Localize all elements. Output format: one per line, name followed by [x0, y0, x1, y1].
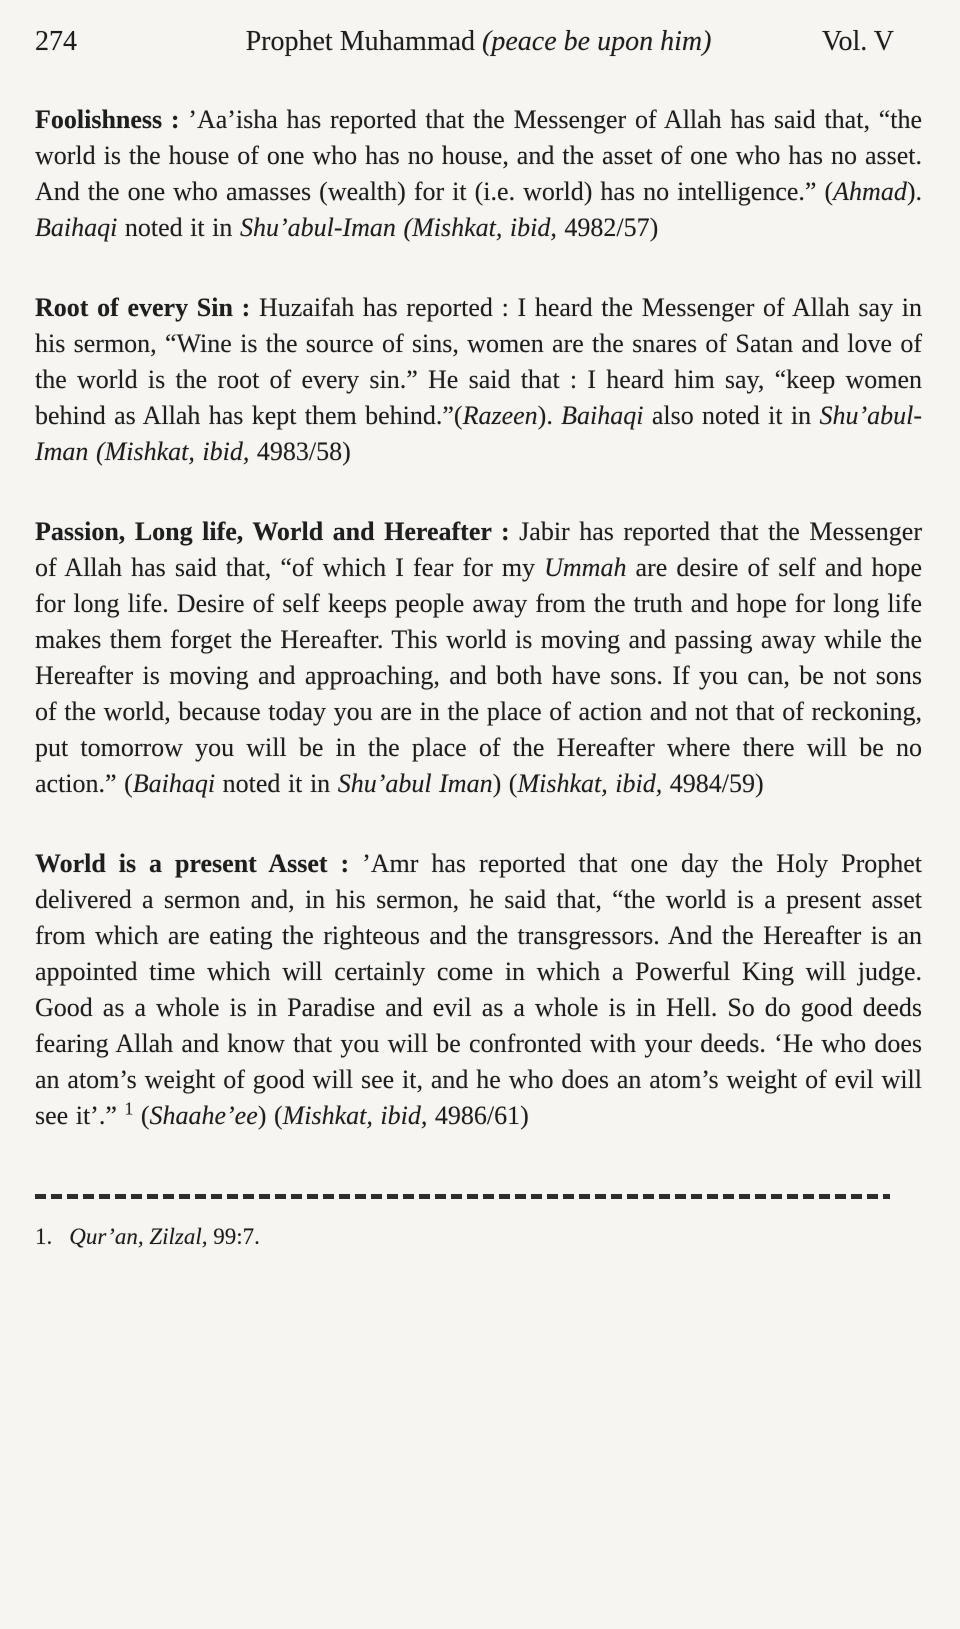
text-segment: Shu’abul Iman	[337, 769, 493, 798]
text-segment: Baihaqi	[561, 401, 644, 430]
volume-label: Vol. V	[821, 26, 894, 57]
footnote-number: 1.	[35, 1224, 53, 1249]
footnote-source: Qur’an, Zilzal,	[69, 1224, 208, 1249]
text-segment: Razeen	[462, 401, 538, 430]
text-segment: Ummah	[544, 553, 627, 582]
text-segment: Huzaifah has reported : I heard the Messenger of Allah say in his sermon, “Wine is the source of sins, women are the snares of Satan and love of the world is the root of every sin.” He said that : I heard him say, “keep women behind as Allah has kept them behind.”(	[35, 293, 922, 430]
footnote-separator	[35, 1194, 890, 1199]
paragraph-lead: Passion, Long life, World and Hereafter :	[35, 517, 520, 546]
paragraph-lead: World is a present Asset :	[35, 849, 363, 878]
paragraph-lead: Root of every Sin :	[35, 293, 259, 322]
text-segment: noted it in	[117, 213, 240, 242]
text-segment: Ahmad	[833, 177, 907, 206]
text-segment: Mishkat, ibid,	[517, 769, 663, 798]
running-title	[160, 24, 797, 60]
text-segment: ) (	[492, 769, 518, 798]
running-title-italic: (peace be upon him)	[482, 26, 712, 57]
page-header	[35, 24, 922, 60]
footnote-reference-text: 99:7.	[207, 1224, 260, 1249]
text-segment: Jabir has reported that the Messenger of Allah has said that, “of which I fear for my	[35, 517, 922, 582]
text-segment: Baihaqi	[132, 769, 216, 798]
text-segment: are desire of self and hope for long life. Desire of self keeps people away from the truth and hope for long life makes them forget the Hereafter. This world is moving and passing away while the Hereafter is moving and approaching, and both have sons. If you can, be not sons of the world, because today you are in the place of action and not that of reckoning, put tomorrow you will be in the place of the Hereafter where there will be no action.” (	[35, 553, 922, 798]
text-segment: Mishkat, ibid,	[282, 1101, 428, 1130]
text-segment: Shaahe’ee	[149, 1101, 258, 1130]
text-segment: ) (	[257, 1101, 283, 1130]
text-segment: 4986/61)	[427, 1101, 529, 1130]
paragraph-root-of-every-sin	[35, 290, 922, 470]
text-segment: (	[133, 1101, 150, 1130]
paragraph-lead: Foolishness :	[35, 105, 189, 134]
text-segment: ).	[906, 177, 922, 206]
text-segment: noted it in	[215, 769, 338, 798]
text-segment: ’Amr has reported that one day the Holy Prophet delivered a sermon and, in his sermon, he said that, “the world is a present asset from which are eating the righteous and the transgressors. And the Hereafter is an appointed time which will certainly come in which a Powerful King will judge. Good as a whole is in Paradise and evil as a whole is in Hell. So do good deeds fearing Allah and know that you will be confronted with your deeds. ‘He who does an atom’s weight of good will see it, and he who does an atom’s weight of evil will see it’.”	[35, 849, 922, 1130]
paragraph-foolishness	[35, 102, 922, 246]
text-segment: ’Aa’isha has reported that the Messenger of Allah has said that, “the world is the house of one who has no house, and the asset of one who has no asset. And the one who amasses (wealth) for it (i.e. world) has no intelligence.” (	[35, 105, 922, 206]
paragraph-world-present-asset	[35, 846, 922, 1134]
text-segment: Baihaqi	[35, 213, 118, 242]
text-segment: 4984/59)	[662, 769, 764, 798]
footnote	[35, 1222, 922, 1252]
text-segment: 4983/58)	[249, 437, 351, 466]
text-segment: Shu’abul-Iman (Mishkat, ibid,	[239, 213, 557, 242]
footnote-reference: 1	[124, 1098, 134, 1119]
running-title-main: Prophet Muhammad	[245, 26, 483, 57]
text-segment: also noted it in	[643, 401, 820, 430]
text-segment: Shu’abul-Iman (Mishkat, ibid,	[35, 401, 922, 466]
text-segment: 4982/57)	[556, 213, 659, 242]
text-segment: ).	[537, 401, 562, 430]
page-number: 274	[35, 26, 77, 57]
paragraph-passion-long-life	[35, 514, 922, 802]
